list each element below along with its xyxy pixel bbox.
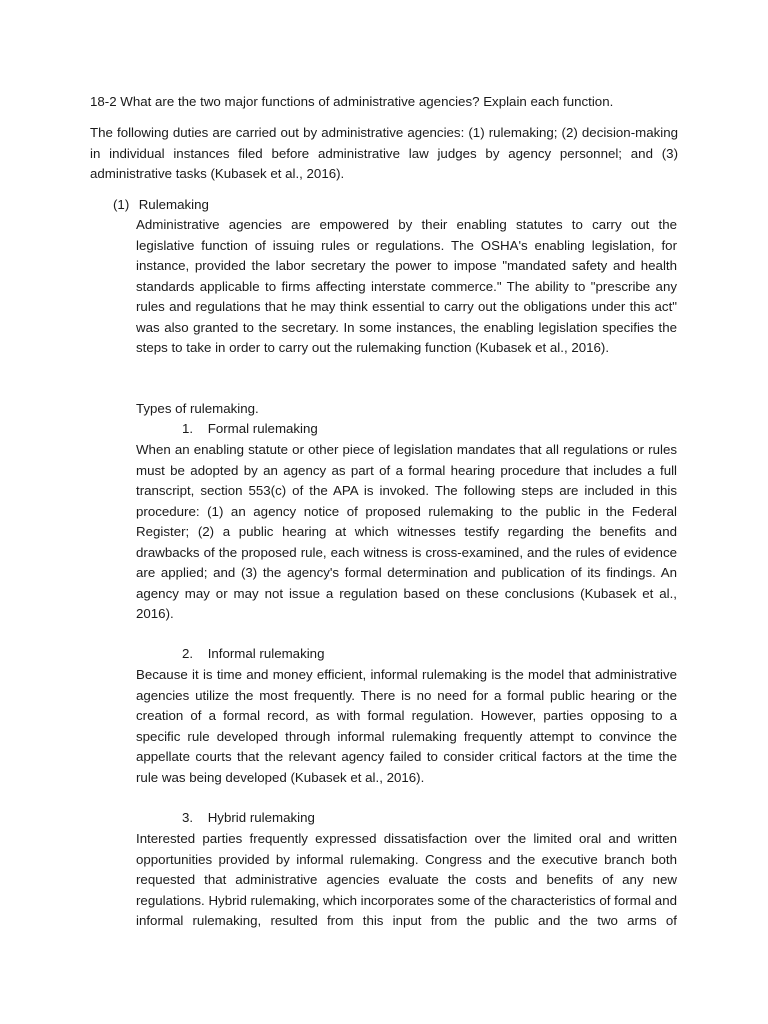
section-title: Rulemaking — [138, 197, 209, 212]
types-heading: Types of rulemaking. — [136, 401, 259, 416]
list-title: Formal rulemaking — [207, 421, 318, 436]
list-title: Informal rulemaking — [207, 646, 325, 661]
hybrid-rulemaking-heading — [182, 808, 582, 829]
formal-rulemaking-body: When an enabling statute or other piece of legislation mandates that all regulations or rules must be adopted by an agency as part of a formal hearing procedure that includes a full transcript, section 553(c) of the APA is invoked. The following steps are included in this procedure: (1) an agency notice of proposed rulemaking to the public in the Federal Register; (2) a public hearing at which witnesses testify regarding the benefits and drawbacks of the proposed rule, each witness is cross-examined, and the rules of evidence are applied; and (3) the agency's formal determination and publication of its findings. An agency may or may not issue a regulation based on these conclusions (Kubasek et al., 2016). — [136, 442, 677, 621]
section-number: (1) — [113, 197, 130, 212]
hybrid-rulemaking-body: Interested parties frequently expressed dissatisfaction over the limited oral and written opportunities provided by informal rulemaking. Congress and the executive branch both requested that administrative agencies evaluate the costs and benefits of any new regulations. Hybrid rulemaking, which incorporates some of the characteristics of formal and informal rulemaking, resulted from this input from the public and the two arms of — [136, 831, 677, 928]
list-title: Hybrid rulemaking — [207, 810, 315, 825]
list-number: 1. — [182, 421, 194, 436]
formal-rulemaking-heading — [182, 419, 582, 440]
list-number: 3. — [182, 810, 194, 825]
question-heading: 18-2 What are the two major functions of administrative agencies? Explain each function. — [90, 94, 614, 109]
informal-rulemaking-body: Because it is time and money efficient, informal rulemaking is the model that administrative agencies utilize the most frequently. There is no need for a formal public hearing or the creation of a formal record, as with formal regulation. However, parties opposing to a specific rule developed through informal rulemaking frequently attempt to convince the appellate courts that the relevant agency failed to consider critical factors at the time the rule was being developed (Kubasek et al., 2016). — [136, 667, 677, 785]
section-rulemaking-heading — [113, 195, 673, 216]
intro-paragraph: The following duties are carried out by administrative agencies: (1) rulemaking; (2) decision-making in individual instances filed before administrative law judges by agency personnel; and (3) administrative tasks (Kubasek et al., 2016). — [90, 125, 678, 181]
informal-rulemaking-heading — [182, 644, 582, 665]
list-number: 2. — [182, 646, 194, 661]
section-rulemaking-body: Administrative agencies are empowered by their enabling statutes to carry out the legislative function of issuing rules or regulations. The OSHA's enabling legislation, for instance, provided the labor secretary the power to impose "mandated safety and health standards applicable to firms affecting interstate commerce." The ability to "prescribe any rules and regulations that he may think essential to carry out the obligations under this act" was also granted to the secretary. In some instances, the enabling legislation specifies the steps to take in order to carry out the rulemaking function (Kubasek et al., 2016). — [136, 217, 677, 355]
